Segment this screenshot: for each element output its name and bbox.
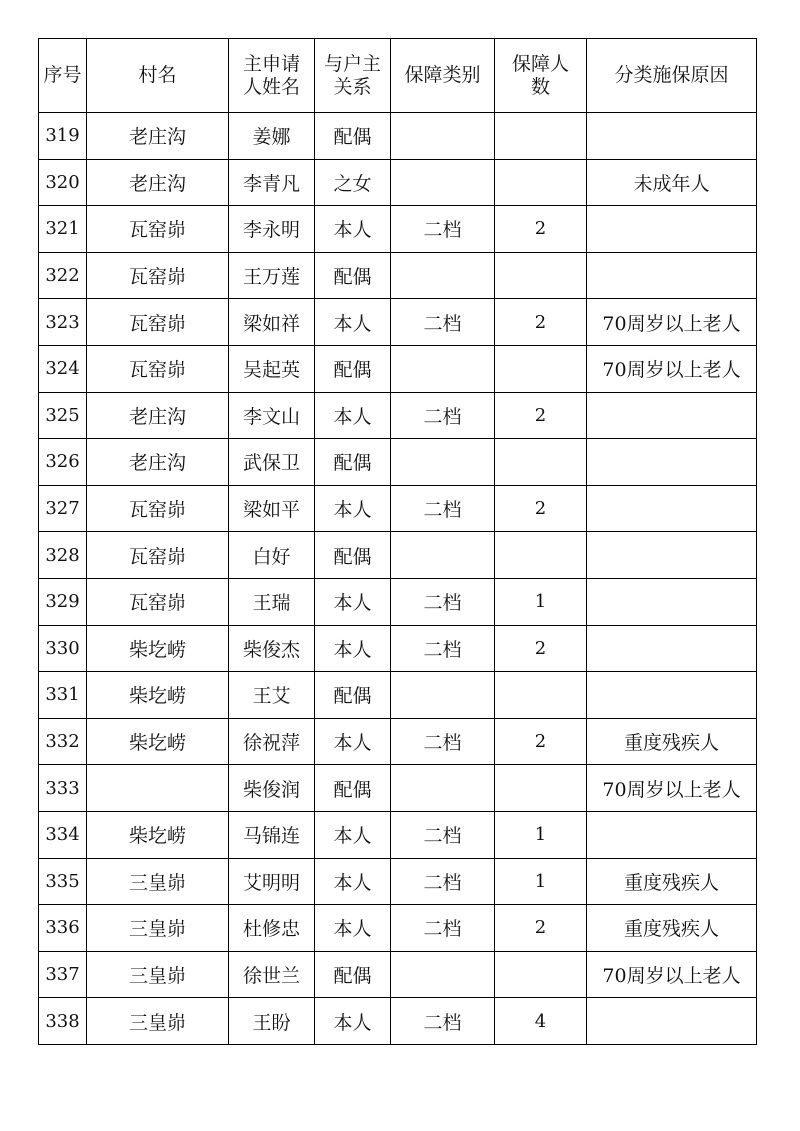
header-cell-reason: 分类施保原因 (587, 39, 757, 113)
cell-count: 2 (495, 905, 587, 952)
cell-applicant: 艾明明 (229, 858, 315, 905)
cell-applicant: 杜修忠 (229, 905, 315, 952)
cell-count (495, 672, 587, 719)
cell-index: 324 (39, 345, 87, 392)
cell-village: 瓦窑峁 (87, 206, 229, 253)
cell-applicant: 梁如祥 (229, 299, 315, 346)
cell-reason (587, 578, 757, 625)
cell-relation: 配偶 (315, 439, 391, 486)
cell-count (495, 951, 587, 998)
cell-index: 330 (39, 625, 87, 672)
cell-count: 2 (495, 718, 587, 765)
cell-count: 2 (495, 625, 587, 672)
cell-applicant: 王艾 (229, 672, 315, 719)
cell-relation: 配偶 (315, 252, 391, 299)
cell-index: 335 (39, 858, 87, 905)
cell-reason (587, 625, 757, 672)
cell-reason (587, 206, 757, 253)
cell-reason: 70周岁以上老人 (587, 299, 757, 346)
cell-applicant: 柴俊杰 (229, 625, 315, 672)
table-row (39, 625, 757, 672)
cell-category (391, 951, 495, 998)
cell-index: 337 (39, 951, 87, 998)
cell-index: 334 (39, 811, 87, 858)
cell-reason (587, 113, 757, 160)
header-row (39, 39, 757, 113)
cell-village: 柴圪崂 (87, 625, 229, 672)
table-row (39, 252, 757, 299)
cell-relation: 配偶 (315, 532, 391, 579)
table-row (39, 578, 757, 625)
cell-reason (587, 252, 757, 299)
cell-relation: 本人 (315, 578, 391, 625)
cell-applicant: 吴起英 (229, 345, 315, 392)
cell-village: 老庄沟 (87, 113, 229, 160)
cell-index: 333 (39, 765, 87, 812)
cell-village: 三皇峁 (87, 858, 229, 905)
header-cell-count: 保障人 数 (495, 39, 587, 113)
table-row (39, 672, 757, 719)
cell-category: 二档 (391, 485, 495, 532)
cell-index: 332 (39, 718, 87, 765)
cell-applicant: 白好 (229, 532, 315, 579)
cell-applicant: 李永明 (229, 206, 315, 253)
cell-applicant: 李青凡 (229, 159, 315, 206)
cell-index: 322 (39, 252, 87, 299)
cell-category: 二档 (391, 392, 495, 439)
cell-index: 329 (39, 578, 87, 625)
cell-reason: 70周岁以上老人 (587, 951, 757, 998)
cell-category: 二档 (391, 299, 495, 346)
table-row (39, 905, 757, 952)
cell-reason: 重度残疾人 (587, 718, 757, 765)
cell-count (495, 159, 587, 206)
cell-village: 老庄沟 (87, 439, 229, 486)
cell-index: 328 (39, 532, 87, 579)
table-row (39, 113, 757, 160)
cell-reason (587, 672, 757, 719)
cell-reason: 未成年人 (587, 159, 757, 206)
cell-applicant: 徐世兰 (229, 951, 315, 998)
cell-reason: 重度残疾人 (587, 905, 757, 952)
cell-relation: 本人 (315, 718, 391, 765)
cell-reason (587, 485, 757, 532)
cell-applicant: 徐祝萍 (229, 718, 315, 765)
cell-count: 2 (495, 206, 587, 253)
cell-category: 二档 (391, 625, 495, 672)
cell-count: 2 (495, 485, 587, 532)
cell-relation: 本人 (315, 299, 391, 346)
cell-category: 二档 (391, 578, 495, 625)
cell-count: 1 (495, 578, 587, 625)
cell-applicant: 柴俊润 (229, 765, 315, 812)
cell-relation: 配偶 (315, 113, 391, 160)
cell-category (391, 252, 495, 299)
cell-category (391, 532, 495, 579)
cell-category (391, 113, 495, 160)
table-row (39, 718, 757, 765)
cell-index: 319 (39, 113, 87, 160)
cell-applicant: 王万莲 (229, 252, 315, 299)
table-row (39, 951, 757, 998)
table-row (39, 811, 757, 858)
header-cell-category: 保障类别 (391, 39, 495, 113)
cell-village (87, 765, 229, 812)
cell-count (495, 439, 587, 486)
cell-relation: 配偶 (315, 672, 391, 719)
cell-index: 323 (39, 299, 87, 346)
cell-count (495, 345, 587, 392)
cell-village: 三皇峁 (87, 951, 229, 998)
cell-index: 331 (39, 672, 87, 719)
cell-village: 瓦窑峁 (87, 532, 229, 579)
table-row (39, 858, 757, 905)
cell-village: 柴圪崂 (87, 718, 229, 765)
cell-village: 柴圪崂 (87, 672, 229, 719)
cell-index: 327 (39, 485, 87, 532)
cell-category: 二档 (391, 718, 495, 765)
table-row (39, 345, 757, 392)
cell-index: 336 (39, 905, 87, 952)
cell-count: 2 (495, 392, 587, 439)
cell-count (495, 765, 587, 812)
header-cell-village: 村名 (87, 39, 229, 113)
cell-applicant: 武保卫 (229, 439, 315, 486)
cell-reason: 70周岁以上老人 (587, 765, 757, 812)
data-table (38, 38, 757, 1045)
cell-relation: 本人 (315, 998, 391, 1045)
cell-count: 1 (495, 858, 587, 905)
table-row (39, 159, 757, 206)
cell-village: 瓦窑峁 (87, 345, 229, 392)
cell-applicant: 马锦连 (229, 811, 315, 858)
cell-village: 瓦窑峁 (87, 252, 229, 299)
cell-count: 2 (495, 299, 587, 346)
cell-reason (587, 439, 757, 486)
header-cell-applicant: 主申请 人姓名 (229, 39, 315, 113)
cell-count: 4 (495, 998, 587, 1045)
cell-category: 二档 (391, 206, 495, 253)
cell-village: 瓦窑峁 (87, 299, 229, 346)
cell-relation: 本人 (315, 392, 391, 439)
cell-relation: 之女 (315, 159, 391, 206)
table-row (39, 765, 757, 812)
cell-index: 325 (39, 392, 87, 439)
cell-index: 326 (39, 439, 87, 486)
cell-category (391, 159, 495, 206)
cell-count (495, 252, 587, 299)
cell-reason (587, 998, 757, 1045)
table-row (39, 392, 757, 439)
cell-relation: 本人 (315, 485, 391, 532)
cell-relation: 本人 (315, 625, 391, 672)
cell-reason: 重度残疾人 (587, 858, 757, 905)
cell-relation: 本人 (315, 905, 391, 952)
cell-village: 老庄沟 (87, 159, 229, 206)
cell-applicant: 王盼 (229, 998, 315, 1045)
table-row (39, 532, 757, 579)
cell-village: 老庄沟 (87, 392, 229, 439)
cell-village: 瓦窑峁 (87, 485, 229, 532)
cell-category (391, 439, 495, 486)
table-row (39, 998, 757, 1045)
cell-category: 二档 (391, 905, 495, 952)
cell-applicant: 梁如平 (229, 485, 315, 532)
cell-applicant: 姜娜 (229, 113, 315, 160)
header-cell-relation: 与户主 关系 (315, 39, 391, 113)
cell-count: 1 (495, 811, 587, 858)
cell-index: 321 (39, 206, 87, 253)
table-row (39, 485, 757, 532)
cell-relation: 配偶 (315, 345, 391, 392)
cell-village: 三皇峁 (87, 905, 229, 952)
cell-category: 二档 (391, 858, 495, 905)
table-row (39, 439, 757, 486)
cell-village: 三皇峁 (87, 998, 229, 1045)
cell-count (495, 113, 587, 160)
cell-village: 柴圪崂 (87, 811, 229, 858)
cell-category: 二档 (391, 998, 495, 1045)
cell-reason (587, 532, 757, 579)
cell-category (391, 672, 495, 719)
cell-applicant: 王瑞 (229, 578, 315, 625)
cell-relation: 本人 (315, 858, 391, 905)
header-cell-index: 序号 (39, 39, 87, 113)
cell-reason (587, 392, 757, 439)
cell-index: 338 (39, 998, 87, 1045)
cell-category: 二档 (391, 811, 495, 858)
cell-relation: 本人 (315, 206, 391, 253)
table-row (39, 206, 757, 253)
cell-applicant: 李文山 (229, 392, 315, 439)
cell-reason: 70周岁以上老人 (587, 345, 757, 392)
cell-category (391, 345, 495, 392)
cell-village: 瓦窑峁 (87, 578, 229, 625)
cell-count (495, 532, 587, 579)
cell-index: 320 (39, 159, 87, 206)
cell-reason (587, 811, 757, 858)
cell-relation: 本人 (315, 811, 391, 858)
cell-relation: 配偶 (315, 765, 391, 812)
table-row (39, 299, 757, 346)
cell-relation: 配偶 (315, 951, 391, 998)
cell-category (391, 765, 495, 812)
